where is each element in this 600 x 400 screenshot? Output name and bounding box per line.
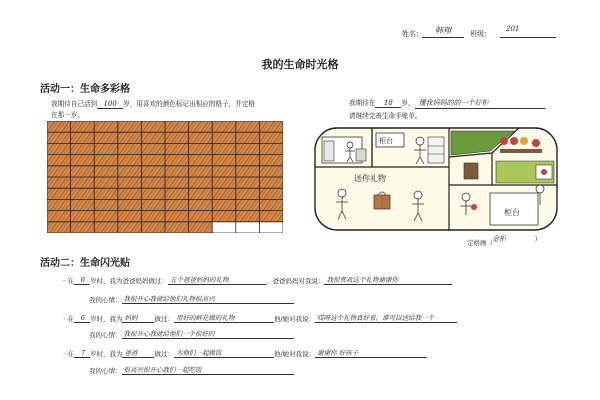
grid-cell-colored[interactable] bbox=[94, 121, 118, 132]
grid-cell-empty[interactable] bbox=[259, 222, 283, 233]
grid-cell-colored[interactable] bbox=[71, 188, 95, 199]
grid-cell-colored[interactable] bbox=[47, 143, 71, 154]
grid-cell-colored[interactable] bbox=[165, 188, 189, 199]
grid-cell-colored[interactable] bbox=[47, 177, 71, 188]
entry2-action-field[interactable]: 用好的鲜花做的礼物 bbox=[174, 313, 274, 323]
instruction-suffix: 岁，用喜欢的颜色标记出相应的格子，并定格 bbox=[123, 100, 256, 108]
grid-cell-colored[interactable] bbox=[236, 211, 260, 222]
class-label: 班级： bbox=[470, 30, 491, 38]
grid-cell-colored[interactable] bbox=[141, 222, 165, 233]
class-field[interactable]: 201 bbox=[500, 25, 556, 38]
grid-cell-colored[interactable] bbox=[212, 121, 236, 132]
grid-cell-colored[interactable] bbox=[141, 155, 165, 166]
grid-cell-colored[interactable] bbox=[165, 222, 189, 233]
grid-cell-colored[interactable] bbox=[141, 121, 165, 132]
grid-cell-colored[interactable] bbox=[94, 143, 118, 154]
activity1-instruction-line2: 在那一岁。 bbox=[51, 111, 84, 119]
shop-sign-text: 柜台 bbox=[379, 137, 393, 145]
grid-cell-colored[interactable] bbox=[189, 199, 213, 210]
grid-cell-empty[interactable] bbox=[212, 222, 236, 233]
grid-cell-colored[interactable] bbox=[71, 177, 95, 188]
comic-prompt-line2: 请继续完善生命手账单。 bbox=[349, 112, 422, 120]
activity2-heading: 活动二：生命闪光贴 bbox=[40, 258, 130, 269]
grid-cell-colored[interactable] bbox=[165, 166, 189, 177]
grid-cell-colored[interactable] bbox=[259, 166, 283, 177]
grid-cell-colored[interactable] bbox=[118, 166, 142, 177]
grid-cell-colored[interactable] bbox=[94, 177, 118, 188]
comic-title-field[interactable] bbox=[492, 234, 550, 244]
grid-cell-colored[interactable] bbox=[236, 177, 260, 188]
grid-cell-colored[interactable] bbox=[94, 132, 118, 143]
entry1-prefix: 在 bbox=[67, 277, 74, 285]
grid-cell-colored[interactable] bbox=[47, 222, 71, 233]
entry3-age-field[interactable]: 7 bbox=[74, 349, 90, 358]
grid-cell-colored[interactable] bbox=[189, 177, 213, 188]
grid-cell-colored[interactable] bbox=[259, 143, 283, 154]
comic-title-label: 定格画（ bbox=[467, 239, 493, 247]
entry3-prefix: 在 bbox=[67, 350, 74, 358]
entry2-target-field[interactable]: 妈妈 bbox=[122, 313, 154, 323]
entry2-they-said-label: 他/她对我说： bbox=[273, 315, 316, 323]
grid-cell-colored[interactable] bbox=[94, 222, 118, 233]
grid-cell-colored[interactable] bbox=[259, 199, 283, 210]
entry2-prefix: 在 bbox=[67, 315, 74, 323]
comic-prompt bbox=[349, 97, 545, 109]
grid-cell-colored[interactable] bbox=[141, 132, 165, 143]
grid-cell-colored[interactable] bbox=[236, 121, 260, 132]
grid-cell-colored[interactable] bbox=[236, 199, 260, 210]
entry3-line1: · 在 7 岁时，我为 爸爸 做过： 为他们一起做饭 他/她对我说： 谢谢你 好孩子 bbox=[63, 348, 427, 358]
grid-cell-colored[interactable] bbox=[47, 132, 71, 143]
grid-cell-colored[interactable] bbox=[94, 211, 118, 222]
grid-cell-colored[interactable] bbox=[165, 211, 189, 222]
future-wish-field[interactable]: 懂我妈妈的的一个好柜 bbox=[415, 98, 545, 109]
grid-cell-colored[interactable] bbox=[141, 211, 165, 222]
grid-cell-colored[interactable] bbox=[141, 188, 165, 199]
grid-cell-colored[interactable] bbox=[118, 143, 142, 154]
grid-cell-colored[interactable] bbox=[141, 143, 165, 154]
grid-cell-colored[interactable] bbox=[118, 132, 142, 143]
grid-cell-colored[interactable] bbox=[212, 166, 236, 177]
grid-cell-colored[interactable] bbox=[259, 121, 283, 132]
entry2-they-said-field[interactable]: 哎呀这个礼物真好看，谁可以送给我一个 bbox=[315, 313, 457, 323]
grid-cell-colored[interactable] bbox=[141, 166, 165, 177]
entry1-age-field[interactable]: 6 bbox=[74, 276, 90, 285]
grid-cell-colored[interactable] bbox=[71, 155, 95, 166]
name-field[interactable]: 韩翔 bbox=[422, 25, 464, 38]
grid-cell-colored[interactable] bbox=[165, 199, 189, 210]
entry2-feeling-field[interactable]: 我很开心我就给他们一个很好的 bbox=[122, 329, 294, 339]
grid-cell-colored[interactable] bbox=[71, 222, 95, 233]
grid-cell-colored[interactable] bbox=[47, 211, 71, 222]
entry2-line1: · 在 6 岁时，我为 妈妈 做过： 用好的鲜花做的礼物 他/她对我说： 哎呀这个礼物真好看，谁可以送给我一个 bbox=[63, 313, 457, 323]
grid-cell-colored[interactable] bbox=[94, 155, 118, 166]
entry1-feeling-field[interactable]: 我很开心我就给他们礼物很高兴 bbox=[122, 294, 294, 304]
grid-cell-colored[interactable] bbox=[47, 121, 71, 132]
grid-cell-colored[interactable] bbox=[71, 166, 95, 177]
entry3-they-said-label: 他/她对我说： bbox=[273, 350, 316, 358]
grid-cell-colored[interactable] bbox=[165, 132, 189, 143]
entry3-action-field[interactable]: 为他们一起做饭 bbox=[174, 348, 274, 358]
entry3-they-said-field[interactable]: 谢谢你 好孩子 bbox=[315, 348, 427, 358]
comic-drawing[interactable] bbox=[314, 127, 558, 231]
grid-cell-colored[interactable] bbox=[189, 155, 213, 166]
grid-cell-colored[interactable] bbox=[259, 155, 283, 166]
grid-cell-colored[interactable] bbox=[189, 188, 213, 199]
grid-cell-colored[interactable] bbox=[71, 132, 95, 143]
grid-cell-colored[interactable] bbox=[212, 143, 236, 154]
entry3-target-field[interactable]: 爸爸 bbox=[122, 348, 154, 358]
grid-cell-colored[interactable] bbox=[259, 211, 283, 222]
grid-cell-colored[interactable] bbox=[212, 211, 236, 222]
entry1-line1: · 在 6 岁时，我为爸爸妈妈做过： 五个爸爸妈妈的礼物 ，爸爸妈妈对我说： 我很喜欢这个礼物谢谢你 bbox=[63, 275, 452, 285]
entry3-feeling-field[interactable]: 很高兴很开心我们一起吃饭 bbox=[122, 365, 294, 375]
entry2-age-field[interactable]: 6 bbox=[74, 314, 90, 323]
comic-prompt-prefix: 我期待在 bbox=[349, 99, 376, 107]
comic-title-value: 金柜 bbox=[492, 235, 506, 243]
grid-cell-colored[interactable] bbox=[118, 222, 142, 233]
grid-cell-colored[interactable] bbox=[212, 155, 236, 166]
years-field[interactable]: 100 bbox=[97, 100, 123, 109]
entry1-action-field[interactable]: 五个爸爸妈妈的礼物 bbox=[168, 275, 266, 285]
comic-prompt-unit: 岁， bbox=[401, 99, 415, 107]
future-age-field[interactable]: 18 bbox=[375, 99, 401, 108]
grid-cell-colored[interactable] bbox=[47, 155, 71, 166]
entry2-feeling-label: 我的心情： bbox=[89, 331, 122, 339]
panel-shop bbox=[322, 137, 366, 163]
grid-cell-colored[interactable] bbox=[71, 121, 95, 132]
entry3-mid: 岁时，我为 bbox=[89, 350, 123, 358]
grid-cell-colored[interactable] bbox=[71, 199, 95, 210]
grid-cell-colored[interactable] bbox=[118, 121, 142, 132]
grid-cell-colored[interactable] bbox=[47, 188, 71, 199]
grid-cell-colored[interactable] bbox=[71, 211, 95, 222]
entry1-parents-label: ，爸爸妈妈对我说： bbox=[265, 277, 325, 285]
grid-cell-colored[interactable] bbox=[212, 132, 236, 143]
grid-cell-colored[interactable] bbox=[118, 199, 142, 210]
entry3-feeling-label: 我的心情： bbox=[89, 367, 122, 375]
grid-cell-colored[interactable] bbox=[118, 188, 142, 199]
grid-cell-colored[interactable] bbox=[259, 188, 283, 199]
grid-cell-colored[interactable] bbox=[189, 132, 213, 143]
entry1-parents-said-field[interactable]: 我很喜欢这个礼物谢谢你 bbox=[324, 275, 452, 285]
counter-label-text: 柜台 bbox=[504, 208, 520, 217]
grid-cell-colored[interactable] bbox=[189, 121, 213, 132]
grid-cell-colored[interactable] bbox=[236, 155, 260, 166]
entry1-feeling-label: 我的心情： bbox=[89, 296, 122, 304]
name-label: 姓名： bbox=[402, 30, 423, 38]
comic-title-close: ） bbox=[534, 235, 542, 243]
document-title: 我的生命时光格 bbox=[261, 58, 339, 71]
activity1-heading: 活动一：生命多彩格 bbox=[40, 84, 130, 95]
entry1-mid: 岁时，我为爸爸妈妈做过： bbox=[89, 277, 168, 285]
grid-cell-colored[interactable] bbox=[236, 143, 260, 154]
entry2-line2 bbox=[89, 329, 294, 339]
grid-cell-colored[interactable] bbox=[189, 143, 213, 154]
instruction-prefix: 我期待自己活到 bbox=[51, 100, 98, 108]
grid-cell-colored[interactable] bbox=[47, 166, 71, 177]
grid-cell-colored[interactable] bbox=[141, 199, 165, 210]
grid-cell-colored[interactable] bbox=[141, 177, 165, 188]
life-grid[interactable] bbox=[47, 121, 283, 233]
grid-cell-colored[interactable] bbox=[94, 199, 118, 210]
grid-cell-colored[interactable] bbox=[189, 222, 213, 233]
entry3-did-label: 做过： bbox=[154, 350, 174, 358]
grid-cell-colored[interactable] bbox=[189, 211, 213, 222]
grid-cell-colored[interactable] bbox=[71, 143, 95, 154]
grid-cell-colored[interactable] bbox=[212, 199, 236, 210]
grid-cell-colored[interactable] bbox=[94, 166, 118, 177]
grid-cell-colored[interactable] bbox=[212, 188, 236, 199]
entry3-line2 bbox=[89, 365, 294, 375]
grid-cell-colored[interactable] bbox=[236, 132, 260, 143]
grid-cell-colored[interactable] bbox=[118, 211, 142, 222]
grid-cell-colored[interactable] bbox=[189, 166, 213, 177]
grid-cell-colored[interactable] bbox=[165, 177, 189, 188]
entry2-did-label: 做过： bbox=[154, 315, 174, 323]
grid-cell-colored[interactable] bbox=[236, 188, 260, 199]
grid-cell-colored[interactable] bbox=[165, 121, 189, 132]
grid-cell-empty[interactable] bbox=[236, 222, 260, 233]
gift-caption-text: 送你礼物 bbox=[354, 174, 386, 183]
grid-cell-colored[interactable] bbox=[165, 143, 189, 154]
grid-cell-colored[interactable] bbox=[94, 188, 118, 199]
grid-cell-colored[interactable] bbox=[118, 155, 142, 166]
grid-cell-colored[interactable] bbox=[118, 177, 142, 188]
grid-cell-colored[interactable] bbox=[212, 177, 236, 188]
grid-cell-colored[interactable] bbox=[47, 199, 71, 210]
grid-cell-colored[interactable] bbox=[236, 166, 260, 177]
entry1-line2 bbox=[89, 294, 294, 304]
grid-cell-colored[interactable] bbox=[259, 177, 283, 188]
grid-cell-colored[interactable] bbox=[259, 132, 283, 143]
activity1-instruction bbox=[51, 98, 255, 109]
entry2-mid: 岁时，我为 bbox=[89, 315, 123, 323]
grid-cell-colored[interactable] bbox=[165, 155, 189, 166]
